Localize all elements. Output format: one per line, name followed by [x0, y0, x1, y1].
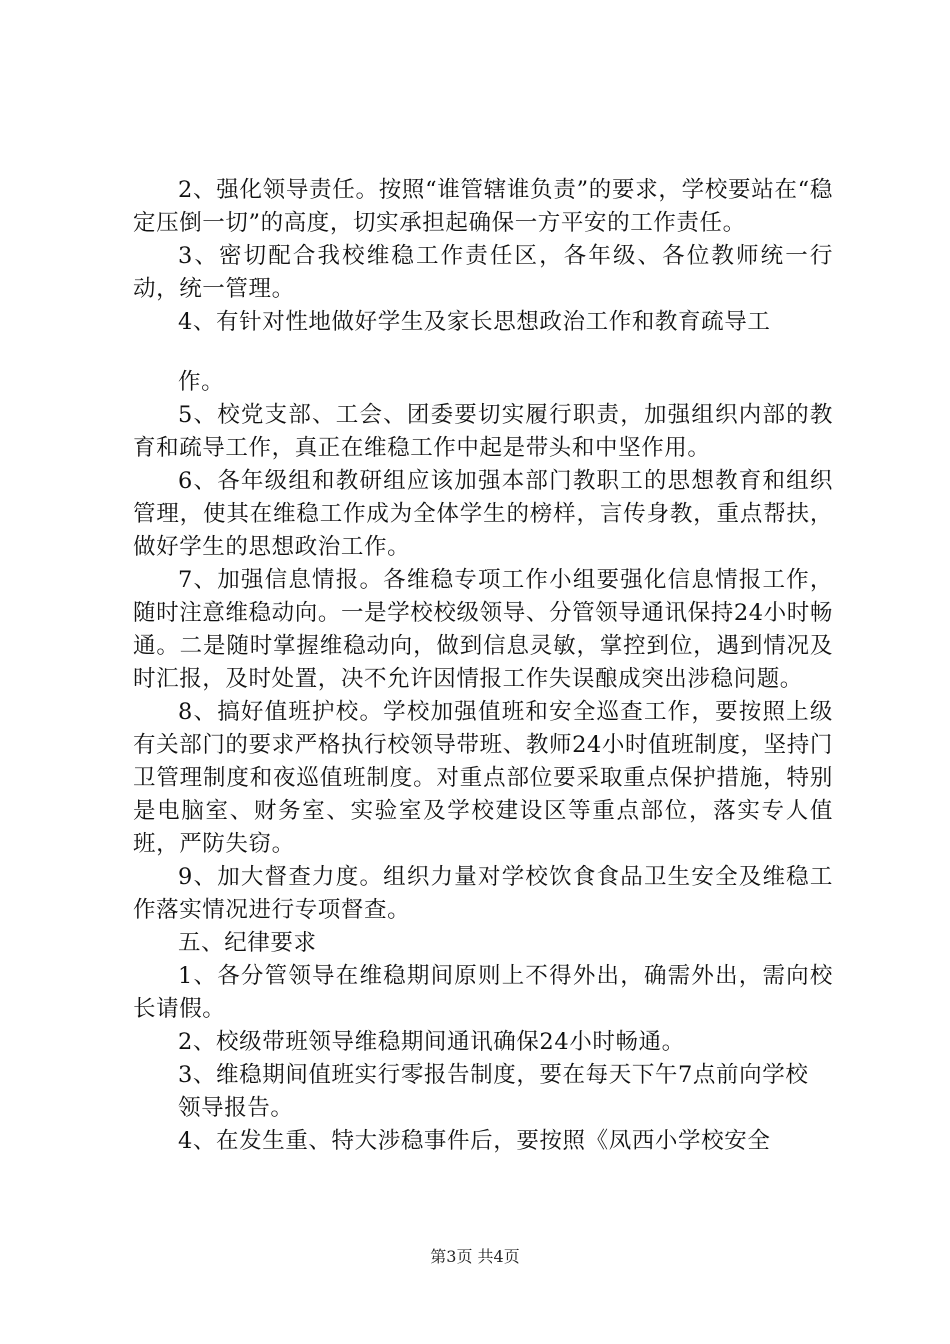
- paragraph-4-political-work: 4、有针对性地做好学生及家长思想政治工作和教育疏导工: [178, 309, 771, 335]
- discipline-item-3-continued: 领导报告。: [178, 1095, 294, 1121]
- paragraph-3-coordination: 3、密切配合我校维稳工作责任区，各年级、各位教师统一行动，统一管理。: [133, 243, 833, 302]
- paragraph-7-intelligence: 7、加强信息情报。各维稳专项工作小组要强化信息情报工作，随时注意维稳动向。一是学校校级领导、分管领导通讯保持24小时畅通。二是随时掌握维稳动向，做到信息灵敏，掌控到位，遇到情况及时汇报，及时处置，决不允许因情报工作失误酿成突出涉稳问题。: [133, 567, 833, 692]
- section-heading-discipline: 五、纪律要求: [178, 930, 317, 956]
- discipline-item-2: 2、校级带班领导维稳期间通讯确保24小时畅通。: [178, 1029, 685, 1055]
- paragraph-8-duty: 8、搞好值班护校。学校加强值班和安全巡查工作，要按照上级有关部门的要求严格执行校领导带班、教师24小时值班制度，坚持门卫管理制度和夜巡值班制度。对重点部位要采取重点保护措施，特别是电脑室、财务室、实验室及学校建设区等重点部位，落实专人值班，严防失窃。: [133, 699, 833, 857]
- paragraph-6-grade-groups: 6、各年级组和教研组应该加强本部门教职工的思想教育和组织管理，使其在维稳工作成为全体学生的榜样，言传身教，重点帮扶，做好学生的思想政治工作。: [133, 468, 833, 560]
- paragraph-5-party-branch: 5、校党支部、工会、团委要切实履行职责，加强组织内部的教育和疏导工作，真正在维稳工作中起是带头和中坚作用。: [133, 402, 833, 461]
- discipline-item-3: 3、维稳期间值班实行零报告制度，要在每天下午7点前向学校: [178, 1062, 809, 1088]
- body-text: [133, 174, 833, 1158]
- paragraph-2-leadership: 2、强化领导责任。按照“谁管辖谁负责”的要求，学校要站在“稳定压倒一切”的高度，切实承担起确保一方平安的工作责任。: [133, 177, 833, 236]
- discipline-item-4: 4、在发生重、特大涉稳事件后，要按照《凤西小学校安全: [178, 1128, 771, 1154]
- paragraph-9-inspection: 9、加大督查力度。组织力量对学校饮食食品卫生安全及维稳工作落实情况进行专项督查。: [133, 864, 833, 923]
- paragraph-gap: [133, 339, 833, 366]
- paragraph-4-continued: 作。: [178, 369, 225, 395]
- page-footer: 第3页 共4页: [430, 1247, 520, 1266]
- discipline-item-1: 1、各分管领导在维稳期间原则上不得外出，确需外出，需向校长请假。: [133, 963, 833, 1022]
